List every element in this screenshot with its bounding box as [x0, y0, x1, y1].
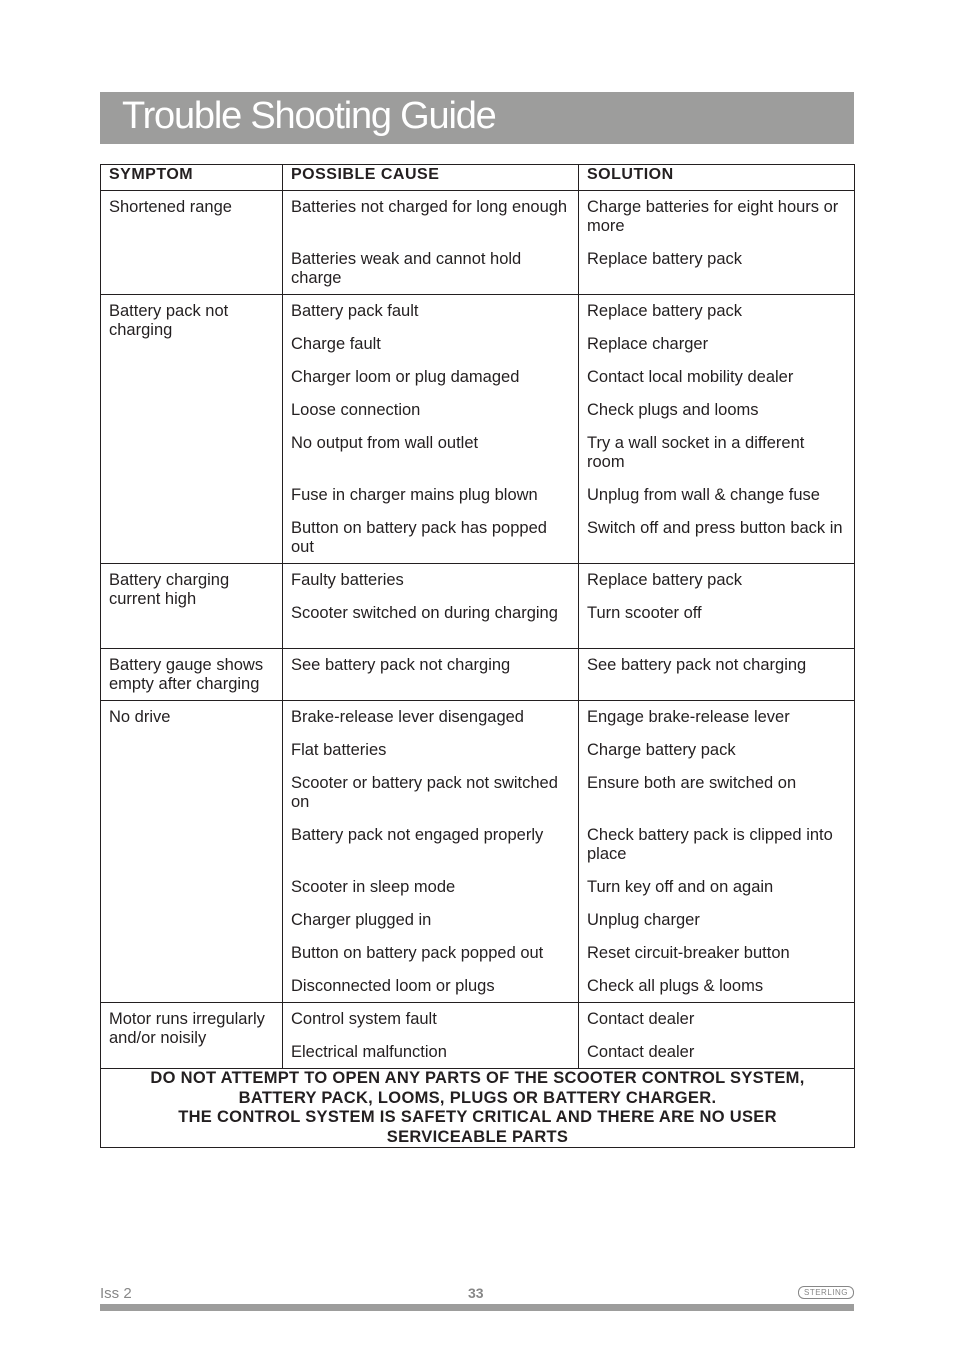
- solution-item: Unplug from wall & change fuse: [587, 486, 820, 504]
- page-title: Trouble Shooting Guide: [122, 95, 496, 137]
- table-row: [101, 701, 855, 1003]
- symptom-cell: [101, 1003, 283, 1069]
- cause-item: Batteries not charged for long enough: [291, 198, 568, 216]
- solution-item: Replace battery pack: [587, 250, 743, 268]
- cause-cell: [283, 295, 579, 564]
- symptom-cell: [101, 701, 283, 1003]
- table-row: [101, 564, 855, 649]
- cause-item: Button on battery pack popped out: [291, 944, 544, 962]
- page-number: 33: [468, 1285, 484, 1301]
- solution-item: Ensure both are switched on: [587, 774, 797, 792]
- cause-item: Charger loom or plug damaged: [291, 368, 520, 386]
- solution-item: Check all plugs & looms: [587, 977, 764, 995]
- solution-item: Unplug charger: [587, 911, 700, 929]
- solution-item: Switch off and press button back in: [587, 519, 843, 537]
- table-row: [101, 649, 855, 701]
- symptom-text: Motor runs irregularly and/or noisily: [109, 1010, 265, 1047]
- header-symptom: SYMPTOM: [101, 165, 283, 191]
- solution-item: Turn key off and on again: [587, 878, 774, 896]
- symptom-cell: [101, 564, 283, 649]
- solution-item: Contact dealer: [587, 1043, 695, 1061]
- table-row: [101, 1003, 855, 1069]
- cause-item: Fuse in charger mains plug blown: [291, 486, 538, 504]
- table-row: [101, 191, 855, 295]
- table-row: [101, 295, 855, 564]
- symptom-cell: [101, 191, 283, 295]
- cause-cell: [283, 191, 579, 295]
- symptom-text: Battery gauge shows empty after charging: [109, 656, 264, 693]
- solution-item: Replace charger: [587, 335, 709, 353]
- solution-item: Contact local mobility dealer: [587, 368, 794, 386]
- cause-item: No output from wall outlet: [291, 434, 479, 452]
- warning-line: DO NOT ATTEMPT TO OPEN ANY PARTS OF THE SCOOTER CONTROL SYSTEM,: [150, 1069, 805, 1087]
- cause-cell: [283, 564, 579, 649]
- cause-item: Brake-release lever disengaged: [291, 708, 524, 726]
- cause-item: See battery pack not charging: [291, 656, 511, 674]
- solution-item: Check battery pack is clipped into place: [587, 826, 833, 863]
- cause-item: Electrical malfunction: [291, 1043, 447, 1061]
- cause-item: Flat batteries: [291, 741, 387, 759]
- cause-item: Scooter in sleep mode: [291, 878, 456, 896]
- solution-cell: [579, 1003, 855, 1069]
- warning-line: SERVICEABLE PARTS: [386, 1127, 569, 1146]
- symptom-text: No drive: [109, 708, 171, 726]
- title-bar: [100, 92, 854, 144]
- solution-item: Replace battery pack: [587, 571, 743, 589]
- safety-warning: [101, 1069, 855, 1148]
- solution-item: Charge battery pack: [587, 741, 736, 759]
- solution-item: Check plugs and looms: [587, 401, 759, 419]
- solution-cell: [579, 564, 855, 649]
- solution-item: Reset circuit-breaker button: [587, 944, 790, 962]
- cause-item: Disconnected loom or plugs: [291, 977, 495, 995]
- table-header-row: [101, 165, 855, 191]
- cause-item: Battery pack not engaged properly: [291, 826, 544, 844]
- table-body: [101, 191, 855, 1069]
- cause-item: Batteries weak and cannot hold charge: [291, 250, 522, 287]
- solution-item: Try a wall socket in a different room: [587, 434, 805, 471]
- solution-item: See battery pack not charging: [587, 656, 807, 674]
- cause-item: Button on battery pack has popped out: [291, 519, 547, 556]
- cause-item: Scooter or battery pack not switched on: [291, 774, 558, 811]
- solution-cell: [579, 649, 855, 701]
- footer-rule: [100, 1304, 854, 1311]
- header-solution: SOLUTION: [579, 165, 855, 191]
- solution-item: Turn scooter off: [587, 604, 702, 622]
- warning-line: BATTERY PACK, LOOMS, PLUGS OR BATTERY CHARGER.: [238, 1088, 717, 1107]
- header-possible-cause: POSSIBLE CAUSE: [283, 165, 579, 191]
- cause-item: Control system fault: [291, 1010, 437, 1028]
- solution-cell: [579, 295, 855, 564]
- solution-item: Replace battery pack: [587, 302, 743, 320]
- warning-line: THE CONTROL SYSTEM IS SAFETY CRITICAL AND THERE ARE NO USER: [178, 1108, 777, 1126]
- symptom-text: Battery pack not charging: [109, 302, 229, 339]
- symptom-text: Battery charging current high: [109, 571, 230, 608]
- symptom-cell: [101, 295, 283, 564]
- solution-item: Contact dealer: [587, 1010, 695, 1028]
- warning-row: [101, 1069, 855, 1148]
- symptom-text: Shortened range: [109, 198, 232, 216]
- solution-item: Charge batteries for eight hours or more: [587, 198, 839, 235]
- sterling-logo: STERLING: [798, 1286, 854, 1299]
- cause-cell: [283, 701, 579, 1003]
- cause-item: Charge fault: [291, 335, 381, 353]
- solution-cell: [579, 701, 855, 1003]
- solution-cell: [579, 191, 855, 295]
- troubleshooting-table: [100, 164, 855, 1148]
- symptom-cell: [101, 649, 283, 701]
- cause-cell: [283, 649, 579, 701]
- cause-item: Battery pack fault: [291, 302, 419, 320]
- cause-item: Charger plugged in: [291, 911, 432, 929]
- issue-label: Iss 2: [100, 1285, 132, 1302]
- cause-item: Scooter switched on during charging: [291, 604, 558, 622]
- solution-item: Engage brake-release lever: [587, 708, 790, 726]
- cause-item: Faulty batteries: [291, 571, 404, 589]
- cause-item: Loose connection: [291, 401, 421, 419]
- cause-cell: [283, 1003, 579, 1069]
